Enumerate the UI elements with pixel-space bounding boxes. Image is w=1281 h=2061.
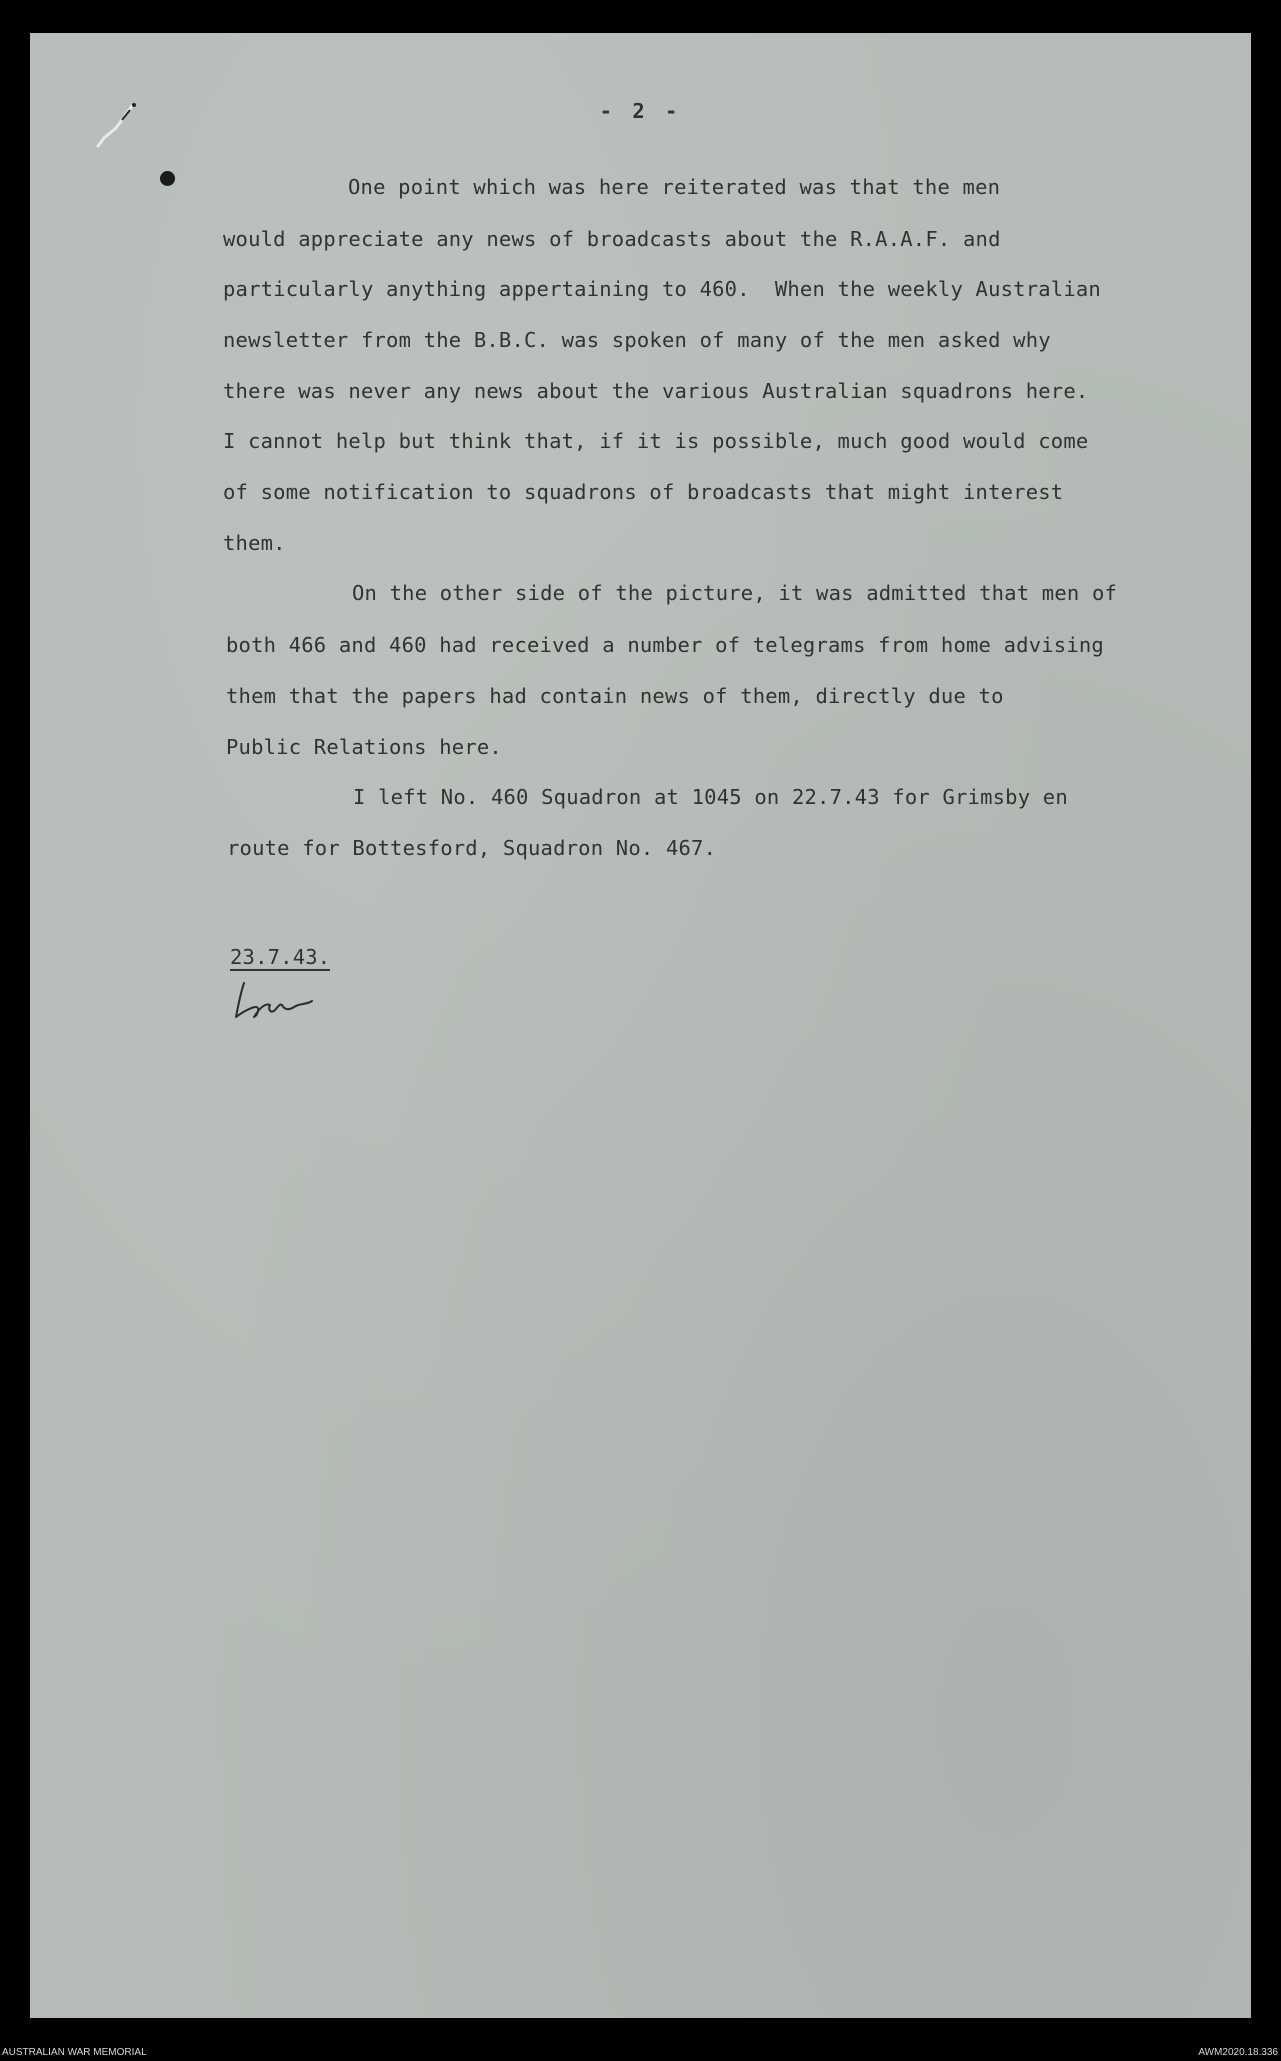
paragraph-3-line-1: I left No. 460 Squadron at 1045 on 22.7.43 for Grimsby en bbox=[353, 785, 1068, 809]
paragraph-1-line-5: there was never any news about the various Australian squadrons here. bbox=[223, 379, 1089, 403]
paragraph-1-line-8: them. bbox=[223, 531, 286, 555]
paragraph-1-line-4: newsletter from the B.B.C. was spoken of many of the men asked why bbox=[223, 328, 1051, 352]
page-number: - 2 - bbox=[599, 99, 682, 123]
paragraph-1-line-2: would appreciate any news of broadcasts about the R.A.A.F. and bbox=[223, 227, 1001, 251]
punch-hole-icon bbox=[160, 171, 175, 186]
paragraph-1-line-7: of some notification to squadrons of broadcasts that might interest bbox=[223, 480, 1064, 504]
paragraph-1-line-3: particularly anything appertaining to 460. When the weekly Australian bbox=[223, 277, 1101, 301]
archive-footer bbox=[0, 2046, 1281, 2061]
paragraph-2-line-2: both 466 and 460 had received a number of telegrams from home advising bbox=[226, 633, 1104, 657]
paragraph-2-line-1: On the other side of the picture, it was admitted that men of bbox=[352, 581, 1118, 605]
signature-initials-icon bbox=[230, 977, 340, 1027]
paragraph-3-line-2: route for Bottesford, Squadron No. 467. bbox=[227, 836, 717, 860]
paragraph-2-line-3: them that the papers had contain news of them, directly due to bbox=[226, 684, 1004, 708]
paper-sheet bbox=[30, 33, 1251, 2018]
document-date: 23.7.43. bbox=[230, 945, 331, 969]
paragraph-1-line-6: I cannot help but think that, if it is possible, much good would come bbox=[223, 429, 1089, 453]
footer-accession-number: AWM2020.18.336 bbox=[1198, 2047, 1278, 2058]
paragraph-2-line-4: Public Relations here. bbox=[226, 735, 502, 759]
paragraph-1-line-1: One point which was here reiterated was that the men bbox=[348, 175, 1001, 199]
footer-institution: AUSTRALIAN WAR MEMORIAL bbox=[2, 2047, 147, 2058]
